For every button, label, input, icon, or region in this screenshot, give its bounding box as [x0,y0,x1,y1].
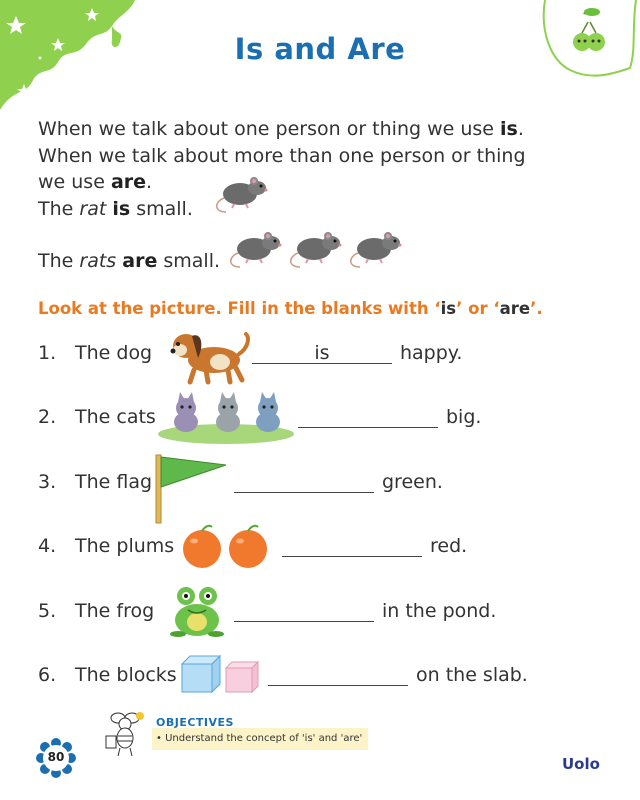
intro-line-3: we use are. [38,171,153,193]
question-3 [38,471,618,521]
question-tail: green. [382,471,443,493]
page-title: Is and Are [234,32,406,66]
rat-icon [284,223,348,271]
cats-icon [156,388,296,446]
question-2 [38,406,618,456]
answer-blank[interactable] [298,427,438,428]
answer-text: is [314,342,330,364]
question-number: 4. [38,535,57,557]
question-tail: big. [446,406,482,428]
question-subject: The dog [75,342,153,364]
question-4 [38,535,618,585]
question-subject: The plums [75,535,175,557]
dog-icon [164,324,254,386]
blocks-icon [178,654,262,694]
question-number: 5. [38,600,57,622]
question-1 [38,342,618,392]
question-subject: The blocks [75,664,177,686]
intro-line-2: When we talk about more than one person or thing [38,144,526,167]
question-subject: The flag [75,471,153,493]
instruction-text: Look at the picture. Fill in the blanks with ‘is’ or ‘are’. [38,299,543,318]
question-tail: on the slab. [416,664,528,686]
rat-icon [210,168,274,216]
answer-blank[interactable] [234,492,374,493]
rat-icon [224,223,288,271]
intro-line-1: When we talk about one person or thing we use is. [38,118,524,140]
page-number: 80 [47,750,65,764]
question-subject: The cats [75,406,156,428]
question-5 [38,600,618,650]
bee-icon [100,706,152,758]
objectives-item: • Understand the concept of 'is' and 'are' [156,733,363,744]
frog-icon [168,582,226,640]
question-number: 2. [38,406,57,428]
answer-blank[interactable] [268,685,408,686]
question-number: 3. [38,471,57,493]
question-tail: red. [430,535,468,557]
plums-icon [180,521,272,569]
question-tail: happy. [400,342,463,364]
question-number: 6. [38,664,57,686]
flag-icon [154,453,230,525]
brand-logo: Uolo [562,755,600,773]
objectives-heading: OBJECTIVES [156,716,234,729]
answer-blank[interactable] [234,621,374,622]
question-tail: in the pond. [382,600,497,622]
example-plural: The rats are small. [38,250,221,272]
objectives-panel [100,706,370,758]
answer-blank[interactable] [282,556,422,557]
question-subject: The frog [75,600,155,622]
question-number: 1. [38,342,57,364]
rat-icon [344,223,408,271]
example-singular: The rat is small. [38,197,193,220]
